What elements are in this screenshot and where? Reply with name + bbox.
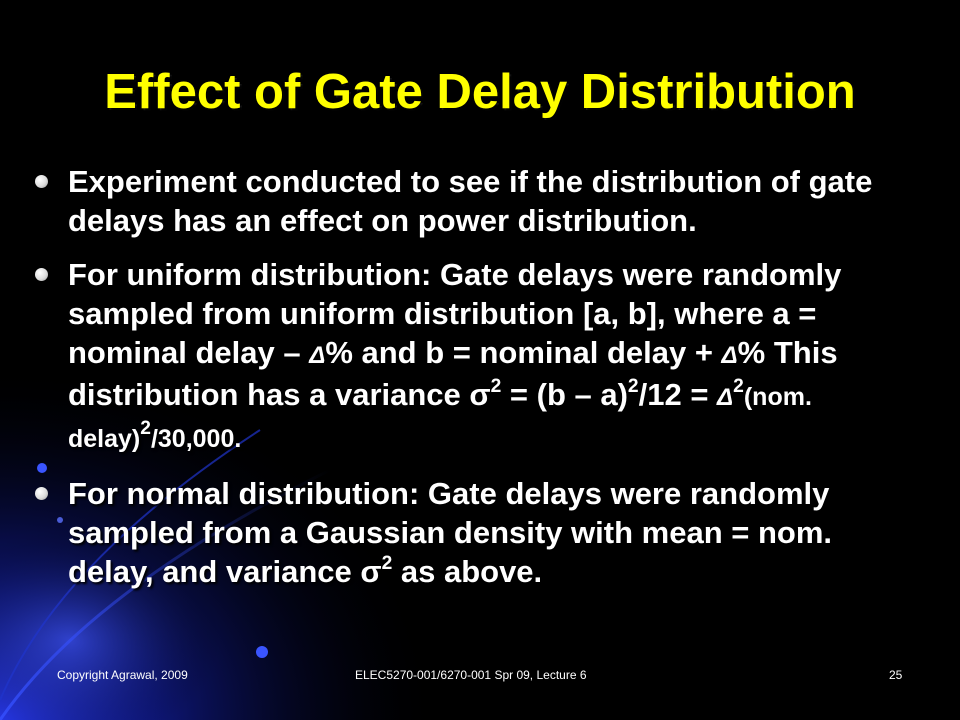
delta-symbol: Δ [721, 342, 738, 369]
bullet-text: % This distribution has a variance σ [68, 335, 838, 412]
bullet-icon [35, 175, 48, 188]
bullet-list [32, 162, 912, 606]
superscript: 2 [490, 375, 502, 397]
delta-symbol: Δ [309, 342, 326, 369]
bullet-text: Experiment conducted to see if the distribution of gate delays has an effect on power distribution. [68, 164, 873, 238]
bullet-text: (nom. delay) [68, 383, 812, 453]
decorative-orb [256, 646, 268, 658]
bullet-icon [35, 268, 48, 281]
bullet-text: % and b = nominal delay + [325, 335, 722, 370]
superscript: 2 [627, 375, 639, 397]
superscript: 2 [140, 417, 151, 439]
bullet-item-uniform-distribution [32, 255, 912, 459]
footer-copyright: Copyright Agrawal, 2009 [57, 668, 188, 682]
page-number: 25 [889, 668, 903, 682]
bullet-text: = (b – a) [501, 377, 628, 412]
bullet-item-normal-distribution [32, 474, 912, 591]
superscript: 2 [733, 375, 744, 397]
bullet-text: For uniform distribution: Gate delays were randomly sampled from uniform distribution [a, b], where a = nominal delay – [68, 257, 842, 370]
bullet-text: For normal distribution: Gate delays were randomly sampled from a Gaussian density with mean = nom. delay, and variance σ [68, 476, 833, 589]
slide-title: Effect of Gate Delay Distribution [104, 65, 856, 119]
bullet-item-experiment [32, 162, 912, 240]
delta-symbol: Δ [717, 384, 734, 411]
bullet-icon [35, 487, 48, 500]
bullet-text: /12 = [638, 377, 718, 412]
bullet-text: as above. [392, 554, 543, 589]
bullet-text: /30,000. [150, 425, 242, 453]
superscript: 2 [381, 552, 393, 574]
footer-course: ELEC5270-001/6270-001 Spr 09, Lecture 6 [355, 668, 587, 682]
